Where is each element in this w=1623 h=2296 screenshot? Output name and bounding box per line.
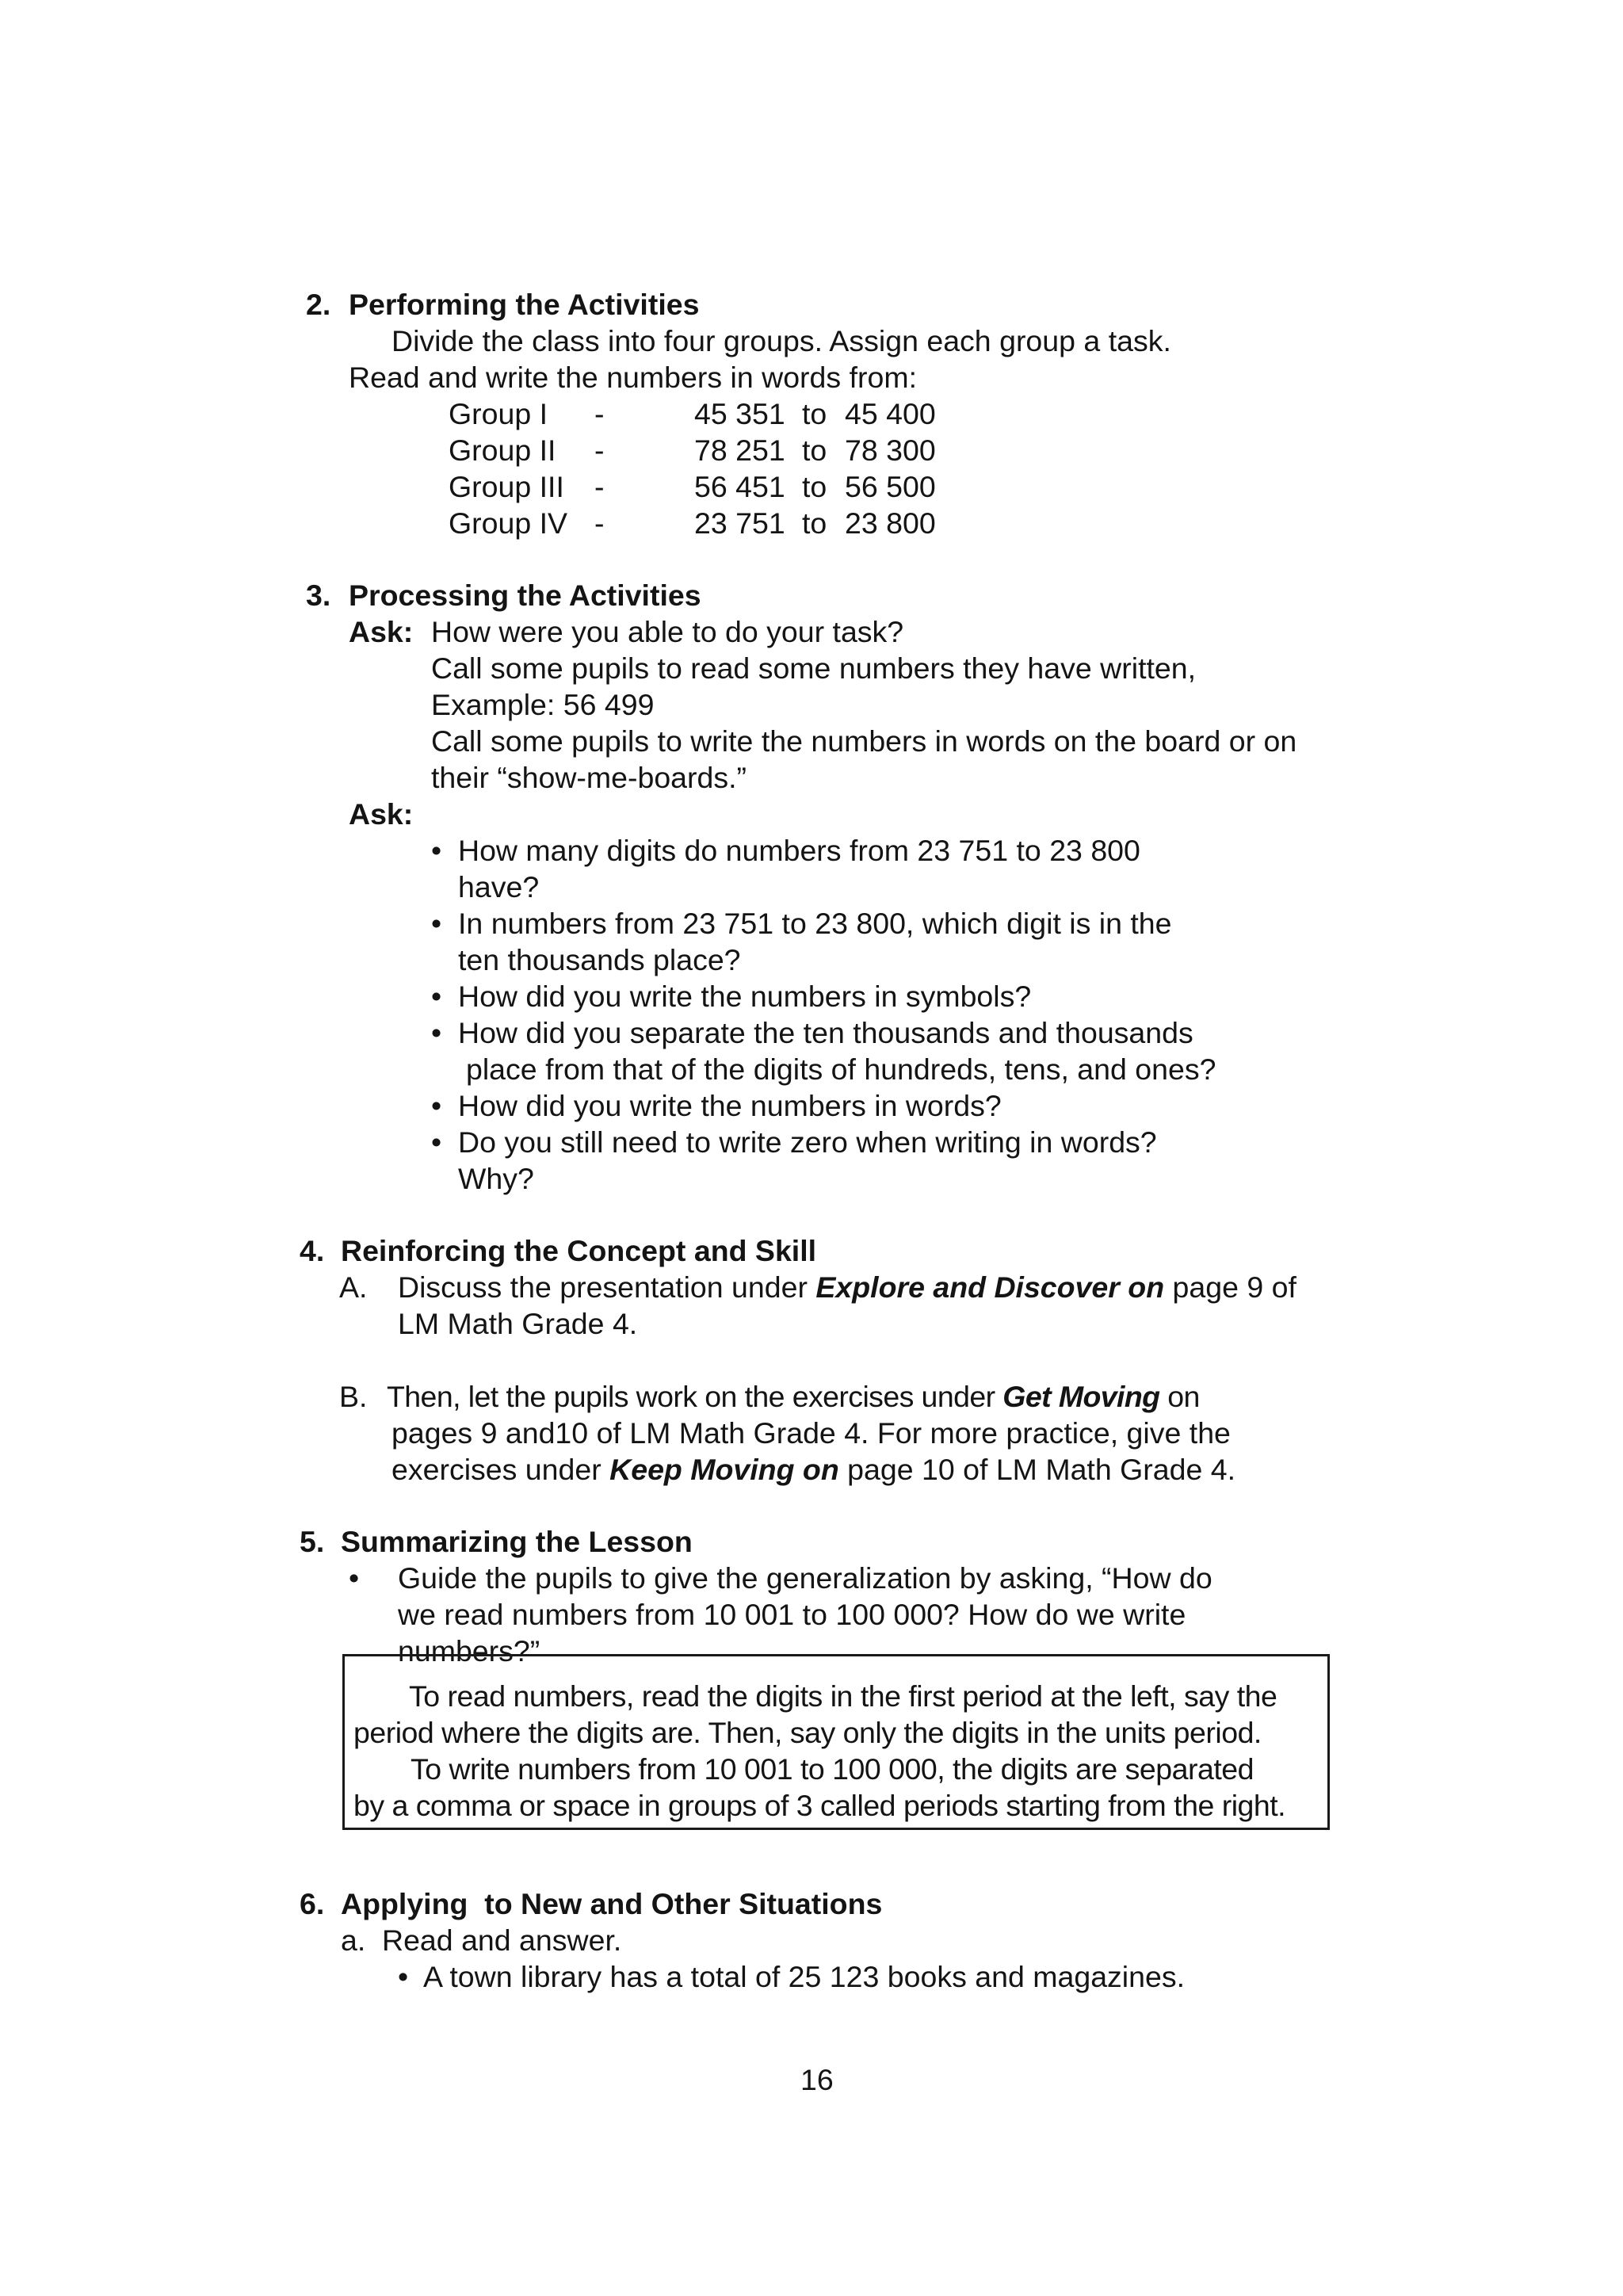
generalization-line: period where the digits are. Then, say only the digits in the units period. <box>353 1716 1262 1749</box>
generalization-line: To read numbers, read the digits in the first period at the left, say the <box>409 1679 1277 1713</box>
example-line: Example: 56 499 <box>431 688 655 721</box>
section-3-heading: Processing the Activities <box>349 579 701 612</box>
section-4-number: 4. <box>300 1234 325 1267</box>
section-2-heading: Performing the Activities <box>349 288 700 321</box>
instruction-line: Call some pupils to write the numbers in words on the board or on <box>431 724 1297 758</box>
group-dash: - <box>594 397 605 430</box>
section-5-number: 5. <box>300 1525 325 1558</box>
section-4-heading: Reinforcing the Concept and Skill <box>341 1234 817 1267</box>
item-a-text: Discuss the presentation under <box>398 1270 816 1304</box>
item-a-text-end: page 9 of <box>1164 1270 1296 1304</box>
group-range-to-word: to <box>802 506 827 540</box>
question-line: How many digits do numbers from 23 751 to 23 800 <box>458 834 1140 867</box>
item-a-emphasis: Explore and Discover on <box>815 1270 1165 1304</box>
item-b-text-end: on <box>1159 1380 1200 1413</box>
group-range-from: 23 751 <box>694 506 785 540</box>
group-dash: - <box>594 506 605 540</box>
item-b-emphasis: Get Moving <box>1002 1380 1160 1413</box>
ask-label-2: Ask: <box>349 797 414 831</box>
section-6-number: 6. <box>300 1887 325 1920</box>
ask-label: Ask: <box>349 615 414 648</box>
instruction-line: their “show-me-boards.” <box>431 761 747 794</box>
group-dash: - <box>594 470 605 503</box>
question-line: have? <box>458 870 540 904</box>
ask-question: How were you able to do your task? <box>431 615 904 648</box>
page-number: 16 <box>800 2063 834 2096</box>
bullet-icon: • <box>431 834 442 867</box>
summary-line: we read numbers from 10 001 to 100 000? How do we write <box>398 1598 1186 1631</box>
group-range-to-word: to <box>802 470 827 503</box>
item-a-label: A. <box>339 1270 368 1304</box>
section-2-line-1: Divide the class into four groups. Assign each group a task. <box>391 324 1171 357</box>
group-range-to-word: to <box>802 434 827 467</box>
group-name: Group IV <box>449 506 568 540</box>
item-b-line-2: pages 9 and10 of LM Math Grade 4. For more practice, give the <box>391 1416 1231 1450</box>
question-line: How did you write the numbers in words? <box>458 1089 1002 1122</box>
group-name: Group III <box>449 470 564 503</box>
section-2-line-2: Read and write the numbers in words from: <box>349 361 917 394</box>
summary-line: Guide the pupils to give the generalization by asking, “How do <box>398 1561 1212 1595</box>
question-line: How did you write the numbers in symbols? <box>458 980 1032 1013</box>
question-line: How did you separate the ten thousands and thousands <box>458 1016 1193 1049</box>
question-line: place from that of the digits of hundreds, tens, and ones? <box>466 1052 1216 1086</box>
bullet-icon: • <box>349 1561 360 1595</box>
question-line: Do you still need to write zero when writing in words? <box>458 1125 1157 1159</box>
item-a-text: Read and answer. <box>382 1924 622 1957</box>
item-b-line-3-text: exercises under <box>391 1453 610 1486</box>
question-line: Why? <box>458 1162 534 1195</box>
item-b-line-1 <box>387 1382 1200 1412</box>
bullet-icon: • <box>431 907 442 940</box>
bullet-icon: • <box>398 1960 409 1993</box>
bullet-icon: • <box>431 1016 442 1049</box>
item-a-line-2: LM Math Grade 4. <box>398 1307 638 1340</box>
section-5-heading: Summarizing the Lesson <box>341 1525 693 1558</box>
bullet-icon: • <box>431 980 442 1013</box>
generalization-line: by a comma or space in groups of 3 called periods starting from the right. <box>353 1789 1286 1822</box>
item-b-text: Then, let the pupils work on the exercises under <box>387 1380 1003 1413</box>
group-range-from: 56 451 <box>694 470 785 503</box>
group-range-to: 45 400 <box>845 397 936 430</box>
item-b-line-3-end: page 10 of LM Math Grade 4. <box>838 1453 1236 1486</box>
section-6-heading: Applying to New and Other Situations <box>341 1887 883 1920</box>
group-name: Group II <box>449 434 556 467</box>
group-range-from: 78 251 <box>694 434 785 467</box>
item-a-line-1 <box>398 1270 1296 1304</box>
bullet-icon: • <box>431 1089 442 1122</box>
group-dash: - <box>594 434 605 467</box>
section-2-number: 2. <box>306 288 331 321</box>
item-b-label: B. <box>339 1380 368 1413</box>
group-range-to-word: to <box>802 397 827 430</box>
item-a-label: a. <box>341 1924 366 1957</box>
group-range-to: 56 500 <box>845 470 936 503</box>
bullet-icon: • <box>431 1125 442 1159</box>
generalization-line: To write numbers from 10 001 to 100 000, the digits are separated <box>411 1752 1254 1786</box>
item-b-line-3-emphasis: Keep Moving on <box>609 1453 839 1486</box>
group-range-to: 78 300 <box>845 434 936 467</box>
problem-line: A town library has a total of 25 123 books and magazines. <box>423 1960 1186 1993</box>
question-line: In numbers from 23 751 to 23 800, which digit is in the <box>458 907 1172 940</box>
group-range-from: 45 351 <box>694 397 785 430</box>
instruction-line: Call some pupils to read some numbers they have written, <box>431 651 1197 685</box>
group-range-to: 23 800 <box>845 506 936 540</box>
group-name: Group I <box>449 397 548 430</box>
section-3-number: 3. <box>306 579 331 612</box>
question-line: ten thousands place? <box>458 943 741 976</box>
summary-line: numbers?” <box>398 1634 540 1668</box>
item-b-line-3 <box>391 1455 1235 1485</box>
